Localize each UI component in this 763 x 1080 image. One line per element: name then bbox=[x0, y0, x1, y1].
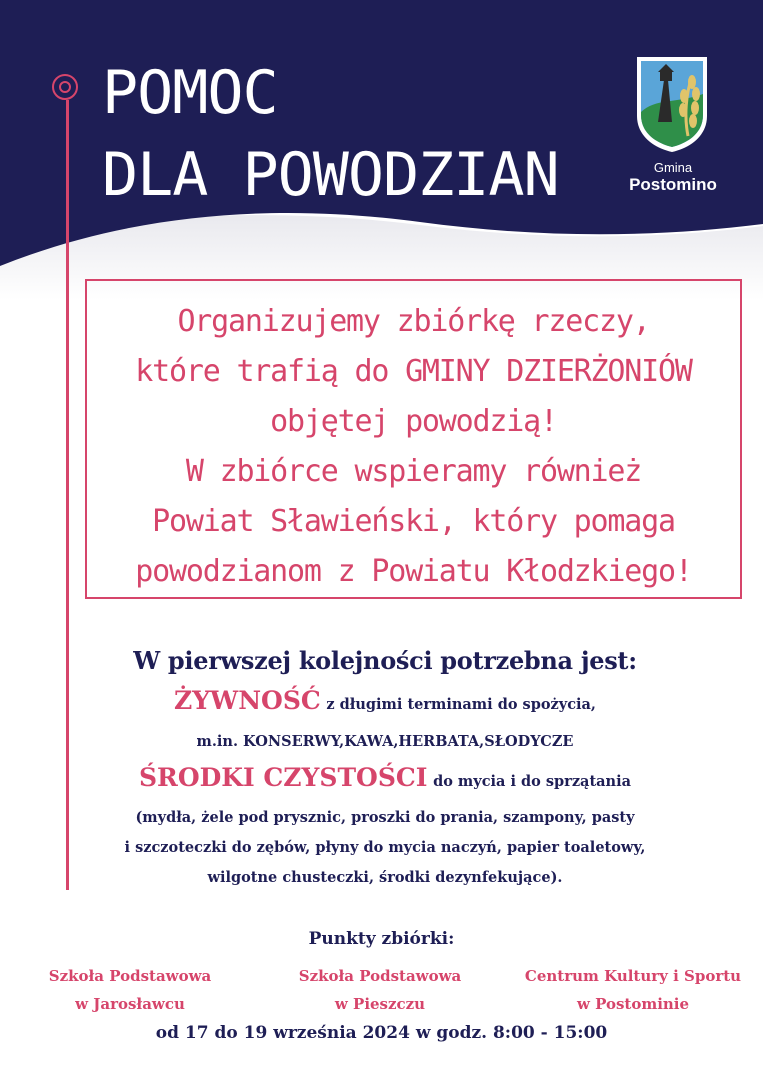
collection-point-location: w Pieszczu bbox=[334, 995, 426, 1013]
logo-line-2: Postomino bbox=[629, 175, 717, 194]
cleaning-examples-line: (mydła, żele pod prysznic, proszki do prania, szampony, pasty bbox=[135, 809, 635, 826]
collection-point-location: w Jarosławcu bbox=[75, 995, 185, 1013]
food-description: z długimi terminami do spożycia, bbox=[326, 696, 596, 713]
title-line-2: DLA POWODZIAN bbox=[102, 140, 559, 210]
collection-point bbox=[270, 962, 490, 1018]
announcement-line: Powiat Sławieński, który pomaga bbox=[152, 504, 675, 539]
collection-point bbox=[508, 962, 758, 1018]
cleaning-examples-line: i szczoteczki do zębów, płyny do mycia naczyń, papier toaletowy, bbox=[124, 839, 646, 856]
gmina-postomino-crest-icon bbox=[634, 54, 710, 154]
page-title bbox=[102, 52, 559, 216]
cleaning-title: ŚRODKI CZYSTOŚCI bbox=[138, 763, 428, 792]
food-examples: m.in. KONSERWY,KAWA,HERBATA,SŁODYCZE bbox=[196, 733, 574, 750]
announcement-line: Organizujemy zbiórkę rzeczy, bbox=[177, 304, 650, 339]
announcement-box bbox=[85, 279, 742, 599]
collection-dates: od 17 do 19 września 2024 w godz. 8:00 - 15:00 bbox=[155, 1023, 608, 1043]
food-title: ŻYWNOŚĆ bbox=[174, 686, 321, 715]
cleaning-description: do mycia i do sprzątania bbox=[433, 773, 631, 790]
collection-point-location: w Postominie bbox=[576, 995, 690, 1013]
cleaning-row bbox=[80, 757, 690, 803]
collection-points-heading: Punkty zbiórki: bbox=[308, 929, 455, 949]
collection-point bbox=[20, 962, 240, 1018]
needs-section bbox=[80, 643, 690, 893]
collection-point-name: Centrum Kultury i Sportu bbox=[524, 967, 742, 985]
announcement-text bbox=[87, 297, 740, 597]
announcement-line: objętej powodzią! bbox=[270, 404, 557, 439]
logo-line-1: Gmina bbox=[653, 160, 693, 175]
collection-point-name: Szkoła Podstawowa bbox=[48, 967, 212, 985]
title-line-1: POMOC bbox=[102, 58, 278, 128]
decorative-vertical-line bbox=[66, 100, 69, 890]
announcement-line: W zbiórce wspieramy również bbox=[185, 454, 642, 489]
announcement-line: powodzianom z Powiatu Kłodzkiego! bbox=[135, 554, 692, 589]
collection-point-name: Szkoła Podstawowa bbox=[298, 967, 462, 985]
food-row bbox=[80, 679, 690, 727]
needs-heading: W pierwszej kolejności potrzebna jest: bbox=[133, 646, 637, 675]
announcement-line: które trafią do GMINY DZIERŻONIÓW bbox=[135, 354, 692, 389]
cleaning-examples-line: wilgotne chusteczki, środki dezynfekujące). bbox=[207, 869, 563, 886]
logo-caption bbox=[606, 160, 740, 195]
decorative-inner-circle bbox=[59, 81, 71, 93]
